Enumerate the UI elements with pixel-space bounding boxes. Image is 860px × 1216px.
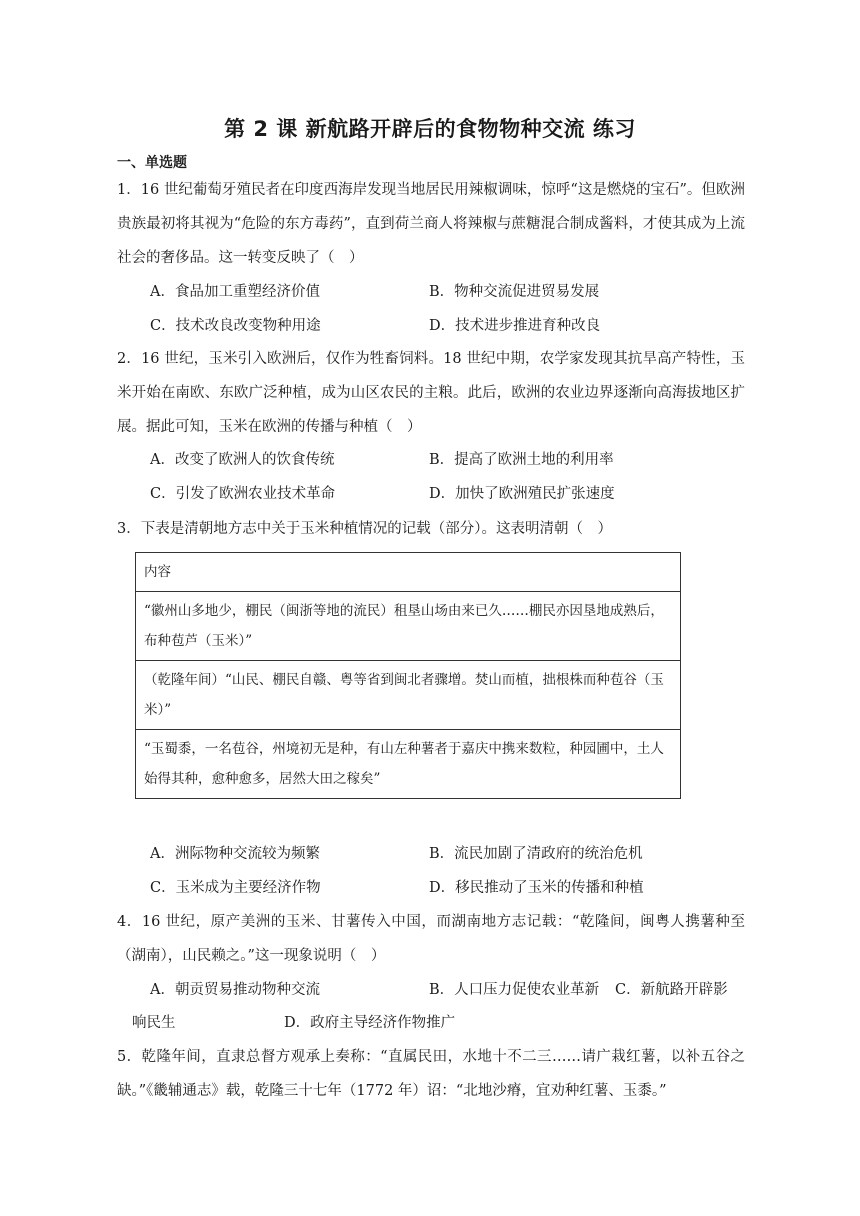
table-header-cell: 内容 xyxy=(136,553,681,592)
q1-option-c[interactable]: C．技术改良改变物种用途 xyxy=(150,318,321,334)
q3-option-a[interactable]: A．洲际物种交流较为频繁 xyxy=(150,846,320,862)
question-1-options xyxy=(117,275,745,343)
q4-option-b[interactable]: B．人口压力促使农业革新 xyxy=(429,982,600,998)
question-3-options xyxy=(117,837,745,905)
table-cell: （乾隆年间）“山民、棚民自赣、粤等省到闽北者骤增。焚山而植，拙根株而种苞谷（玉米）” xyxy=(136,661,681,730)
section-heading: 一、单选题 xyxy=(117,155,187,171)
table-cell: “徽州山多地少，棚民（闽浙等地的流民）租垦山场由来已久……棚民亦因垦地成熟后，布种苞芦（玉米）” xyxy=(136,592,681,661)
table-cell: “玉蜀黍，一名苞谷，州境初无是种，有山左种薯者于嘉庆中携来数粒，种园圃中，土人始得其种，愈种愈多，居然大田之稼矣” xyxy=(136,730,681,799)
question-1-stem: 1．16 世纪葡萄牙殖民者在印度西海岸发现当地居民用辣椒调味，惊呼“这是燃烧的宝石”。但欧洲贵族最初将其视为“危险的东方毒药”，直到荷兰商人将辣椒与蔗糖混合制成酱料，才使其成为上流社会的奢侈品。这一转变反映了（ ） xyxy=(117,182,745,266)
q2-option-c[interactable]: C．引发了欧洲农业技术革命 xyxy=(150,486,336,502)
table-row xyxy=(136,730,681,799)
q1-option-d[interactable]: D．技术进步推进育种改良 xyxy=(429,318,601,334)
q4-option-c-continued[interactable]: 响民生 xyxy=(132,1015,176,1031)
table-row xyxy=(136,661,681,730)
q3-option-c[interactable]: C．玉米成为主要经济作物 xyxy=(150,880,321,896)
q4-option-c[interactable]: C．新航路开辟影 xyxy=(615,982,728,998)
question-4-stem: 4．16 世纪，原产美洲的玉米、甘薯传入中国，而湖南地方志记载：“乾隆间，闽粤人携薯种至（湖南），山民赖之。”这一现象说明（ ） xyxy=(117,914,745,964)
q3-option-d[interactable]: D．移民推动了玉米的传播和种植 xyxy=(429,880,644,896)
q1-option-a[interactable]: A．食品加工重塑经济价值 xyxy=(150,284,320,300)
question-3-table xyxy=(135,552,681,799)
q2-option-a[interactable]: A．改变了欧洲人的饮食传统 xyxy=(150,452,335,468)
q2-option-d[interactable]: D．加快了欧洲殖民扩张速度 xyxy=(429,486,615,502)
q3-option-b[interactable]: B．流民加剧了清政府的统治危机 xyxy=(429,846,643,862)
table-row xyxy=(136,592,681,661)
document-title: 第 2 课 新航路开辟后的食物物种交流 练习 xyxy=(224,117,636,141)
table-row xyxy=(136,553,681,592)
question-2-stem: 2．16 世纪，玉米引入欧洲后，仅作为牲畜饲料。18 世纪中期，农学家发现其抗旱高产特性，玉米开始在南欧、东欧广泛种植，成为山区农民的主粮。此后，欧洲的农业边界逐渐向高海拔地区扩展。据此可知，玉米在欧洲的传播与种植（ ） xyxy=(117,351,745,435)
question-2-options xyxy=(117,443,745,511)
q4-option-a[interactable]: A．朝贡贸易推动物种交流 xyxy=(150,982,320,998)
q1-option-b[interactable]: B．物种交流促进贸易发展 xyxy=(429,284,600,300)
q2-option-b[interactable]: B．提高了欧洲土地的利用率 xyxy=(429,452,614,468)
question-5-stem: 5．乾隆年间，直隶总督方观承上奏称：“直属民田，水地十不二三……请广栽红薯，以补五谷之缺。”《畿辅通志》载，乾隆三十七年（1772 年）诏：“北地沙瘠，宜劝种红薯、玉黍。” xyxy=(117,1049,745,1099)
question-3-stem: 3．下表是清朝地方志中关于玉米种植情况的记载（部分）。这表明清朝（ ） xyxy=(117,521,612,537)
q4-option-d[interactable]: D．政府主导经济作物推广 xyxy=(284,1015,456,1031)
question-4-options xyxy=(117,973,745,1007)
